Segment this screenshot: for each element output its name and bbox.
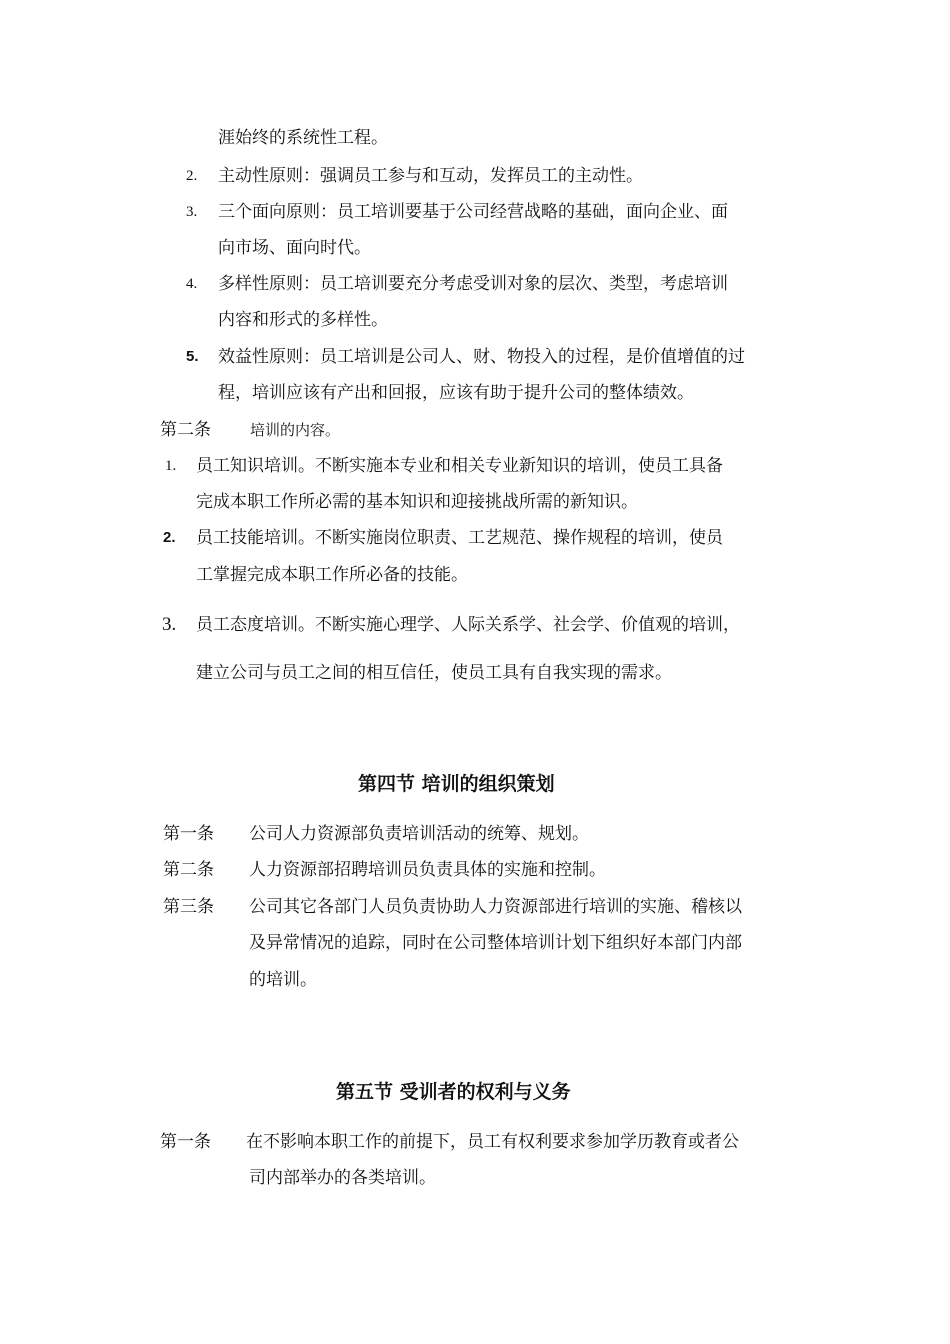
content-item-text: 员工技能培训。不断实施岗位职责、工艺规范、操作规程的培训，使员: [196, 528, 723, 548]
list-number: 4.: [186, 276, 198, 292]
principle-text-cont: 程，培训应该有产出和回报，应该有助于提升公司的整体绩效。: [218, 383, 694, 403]
list-number: 2.: [186, 168, 198, 184]
content-item-text: 员工知识培训。不断实施本专业和相关专业新知识的培训，使员工具备: [196, 456, 723, 476]
article-label: 第二条: [163, 860, 214, 880]
list-number: 2.: [163, 529, 176, 546]
list-number: 1.: [165, 458, 177, 474]
section-heading: 第五节 受训者的权利与义务: [336, 1081, 571, 1103]
article-text: 人力资源部招聘培训员负责具体的实施和控制。: [249, 860, 606, 880]
list-number: 3.: [162, 614, 177, 635]
list-number: 5.: [186, 348, 199, 365]
article-text: 在不影响本职工作的前提下，员工有权利要求参加学历教育或者公: [246, 1132, 739, 1152]
principle-text: 主动性原则：强调员工参与和互动，发挥员工的主动性。: [218, 166, 643, 186]
article-label: 第三条: [163, 897, 214, 917]
content-item-text-cont: 建立公司与员工之间的相互信任，使员工具有自我实现的需求。: [196, 663, 672, 683]
content-item-text-cont: 工掌握完成本职工作所必备的技能。: [196, 565, 468, 585]
content-item-text: 员工态度培训。不断实施心理学、人际关系学、社会学、价值观的培训，: [196, 615, 740, 635]
article-label: 第二条: [160, 420, 211, 440]
article-label: 第一条: [163, 824, 214, 844]
article-text-cont: 的培训。: [249, 970, 317, 990]
principle-text: 多样性原则：员工培训要充分考虑受训对象的层次、类型，考虑培训: [218, 274, 728, 294]
article-text: 公司其它各部门人员负责协助人力资源部进行培训的实施、稽核以: [249, 897, 742, 917]
article-text: 公司人力资源部负责培训活动的统筹、规划。: [249, 824, 589, 844]
article-label: 第一条: [160, 1132, 211, 1152]
principle-text: 效益性原则：员工培训是公司人、财、物投入的过程，是价值增值的过: [218, 347, 745, 367]
principle-text: 三个面向原则：员工培训要基于公司经营战略的基础，面向企业、面: [218, 202, 728, 222]
article-text-cont: 及异常情况的追踪，同时在公司整体培训计划下组织好本部门内部: [249, 933, 742, 953]
content-item-text-cont: 完成本职工作所必需的基本知识和迎接挑战所需的新知识。: [196, 492, 638, 512]
principle-text-cont: 内容和形式的多样性。: [218, 310, 388, 330]
article-text: 培训的内容。: [250, 421, 341, 439]
list-number: 3.: [186, 204, 198, 220]
list-continuation-text: 涯始终的系统性工程。: [218, 128, 388, 148]
section-heading: 第四节 培训的组织策划: [358, 773, 555, 795]
principle-text-cont: 向市场、面向时代。: [218, 238, 371, 258]
article-text-cont: 司内部举办的各类培训。: [249, 1168, 436, 1188]
